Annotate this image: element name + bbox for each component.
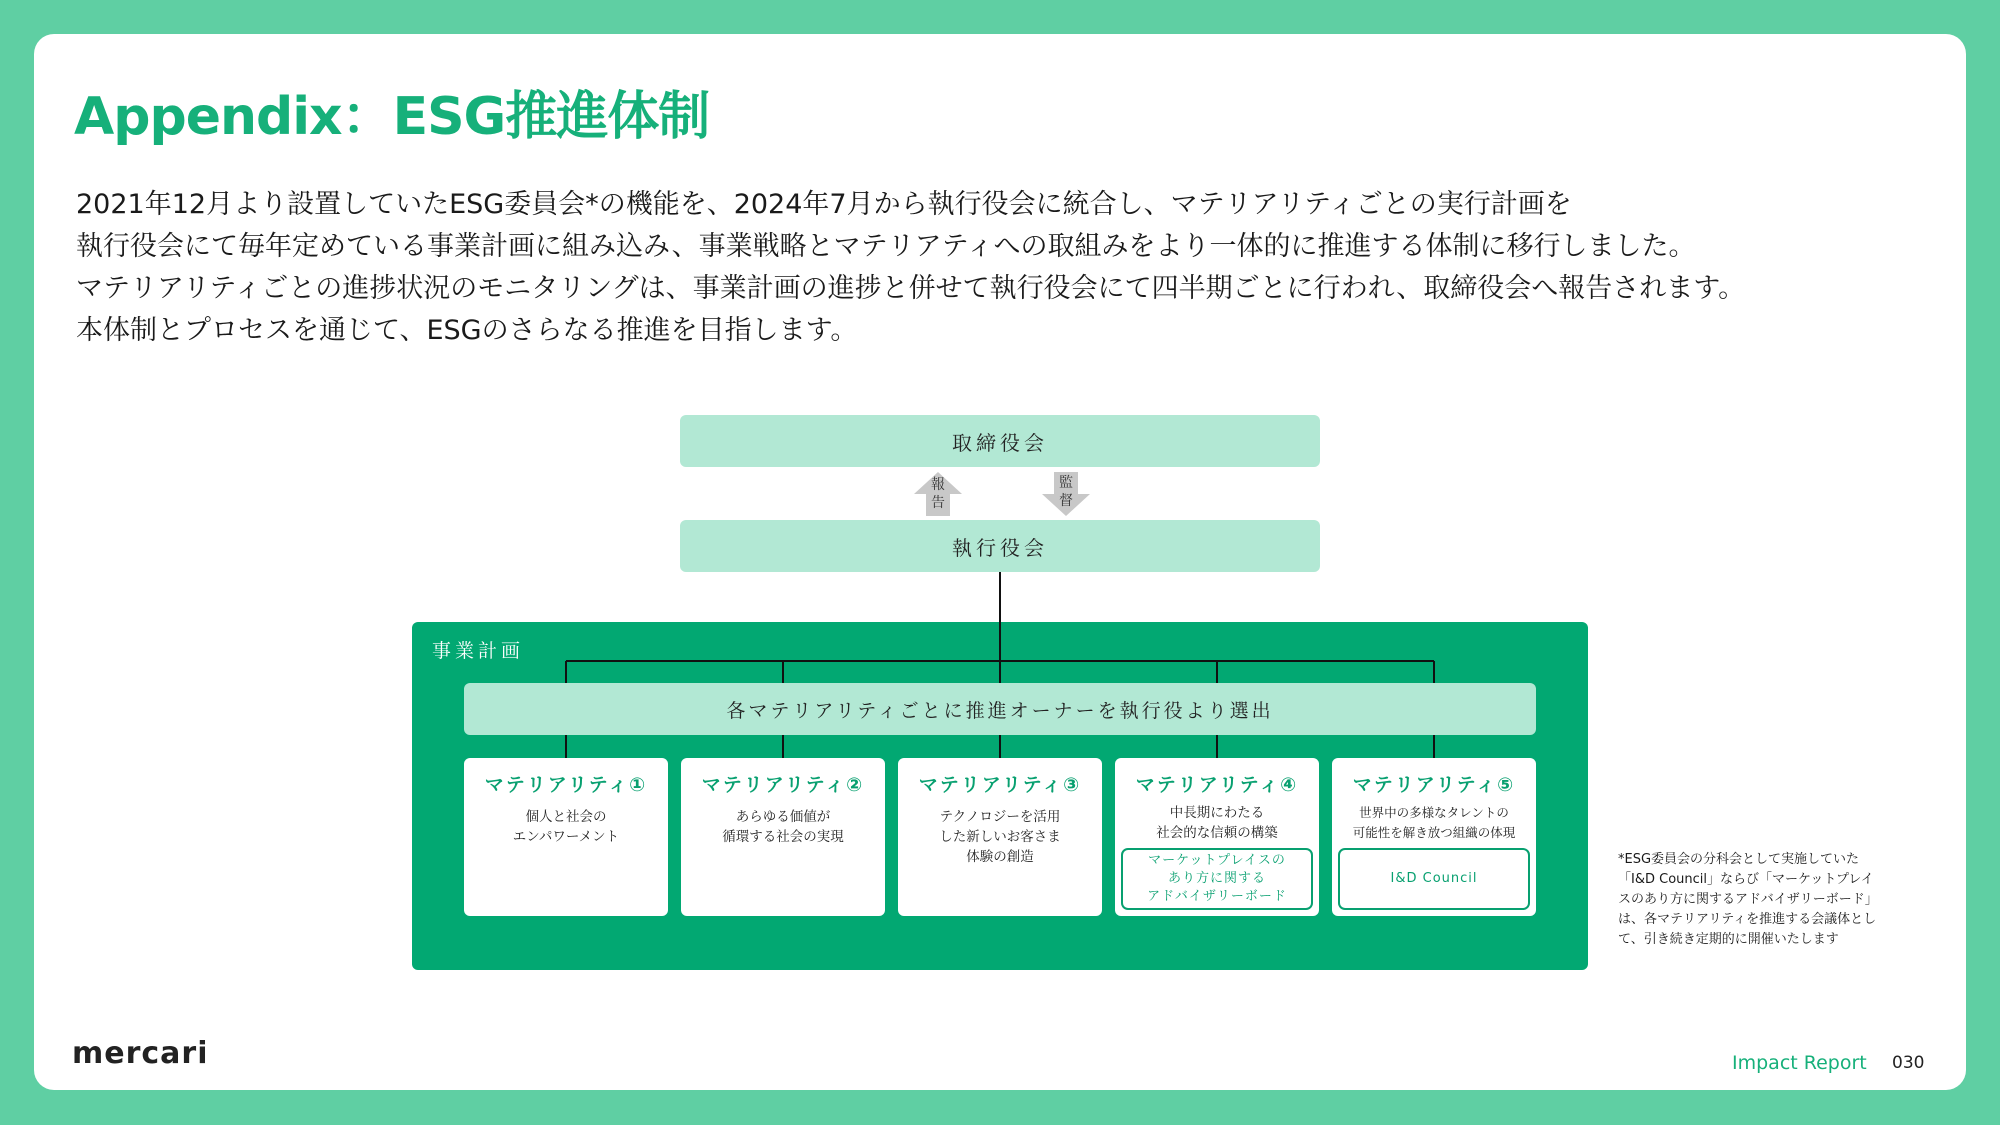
materiality-card-3 xyxy=(898,758,1102,916)
materiality-card-5 xyxy=(1332,758,1536,916)
report-arrow-label: 報告 xyxy=(931,477,945,511)
page-number: 030 xyxy=(1892,1053,1925,1073)
materiality-title: マテリアリティ① xyxy=(484,774,648,796)
id-council-box: I&D Council xyxy=(1338,848,1530,910)
intro-line: 2021年12月より設置していたESG委員会*の機能を、2024年7月から執行役会に統合し、マテリアリティごとの実行計画を xyxy=(76,189,1572,220)
intro-line: マテリアリティごとの進捗状況のモニタリングは、事業計画の進捗と併せて執行役会にて四半期ごとに行われ、取締役会へ報告されます。 xyxy=(76,273,1746,304)
intro-line: 執行役会にて毎年定めている事業計画に組み込み、事業戦略とマテリアティへの取組みをより一体的に推進する体制に移行しました。 xyxy=(76,231,1696,262)
materiality-title: マテリアリティ② xyxy=(701,774,865,796)
business-plan-label: 事業計画 xyxy=(432,640,525,662)
mercari-logo: mercari xyxy=(72,1036,209,1071)
materiality-card-2 xyxy=(681,758,885,916)
advisory-board-box: マーケットプレイスの あり方に関する アドバイザリーボード xyxy=(1121,848,1313,910)
materiality-card-4 xyxy=(1115,758,1319,916)
footnote: *ESG委員会の分科会として実施していた「I&D Council」ならび「マーケットプレイスのあり方に関するアドバイザリーボード」は、各マテリアリティを推進する会議体として、引き続き定期的に開催いたします xyxy=(1618,852,1878,947)
supervise-arrow-label: 監督 xyxy=(1059,475,1073,509)
page-title: Appendix：ESG推進体制 xyxy=(74,87,710,147)
owner-selection-bar: 各マテリアリティごとに推進オーナーを執行役より選出 xyxy=(464,683,1536,735)
board-box: 取締役会 xyxy=(680,415,1320,467)
materiality-desc: 個人と社会の エンパワーメント xyxy=(512,809,620,845)
materiality-desc: あらゆる価値が 循環する社会の実現 xyxy=(722,809,844,845)
intro-line: 本体制とプロセスを通じて、ESGのさらなる推進を目指します。 xyxy=(76,315,858,346)
materiality-title: マテリアリティ⑤ xyxy=(1352,774,1516,796)
materiality-desc: 中長期にわたる 社会的な信頼の構築 xyxy=(1156,805,1278,841)
executive-box: 執行役会 xyxy=(680,520,1320,572)
materiality-desc: テクノロジーを活用 した新しいお客さま 体験の創造 xyxy=(939,809,1061,865)
materiality-title: マテリアリティ④ xyxy=(1135,774,1299,796)
materiality-desc: 世界中の多様なタレントの 可能性を解き放つ組織の体現 xyxy=(1352,805,1516,840)
materiality-title: マテリアリティ③ xyxy=(918,774,1082,796)
impact-report-label: Impact Report xyxy=(1732,1052,1867,1074)
materiality-card-1 xyxy=(464,758,668,916)
